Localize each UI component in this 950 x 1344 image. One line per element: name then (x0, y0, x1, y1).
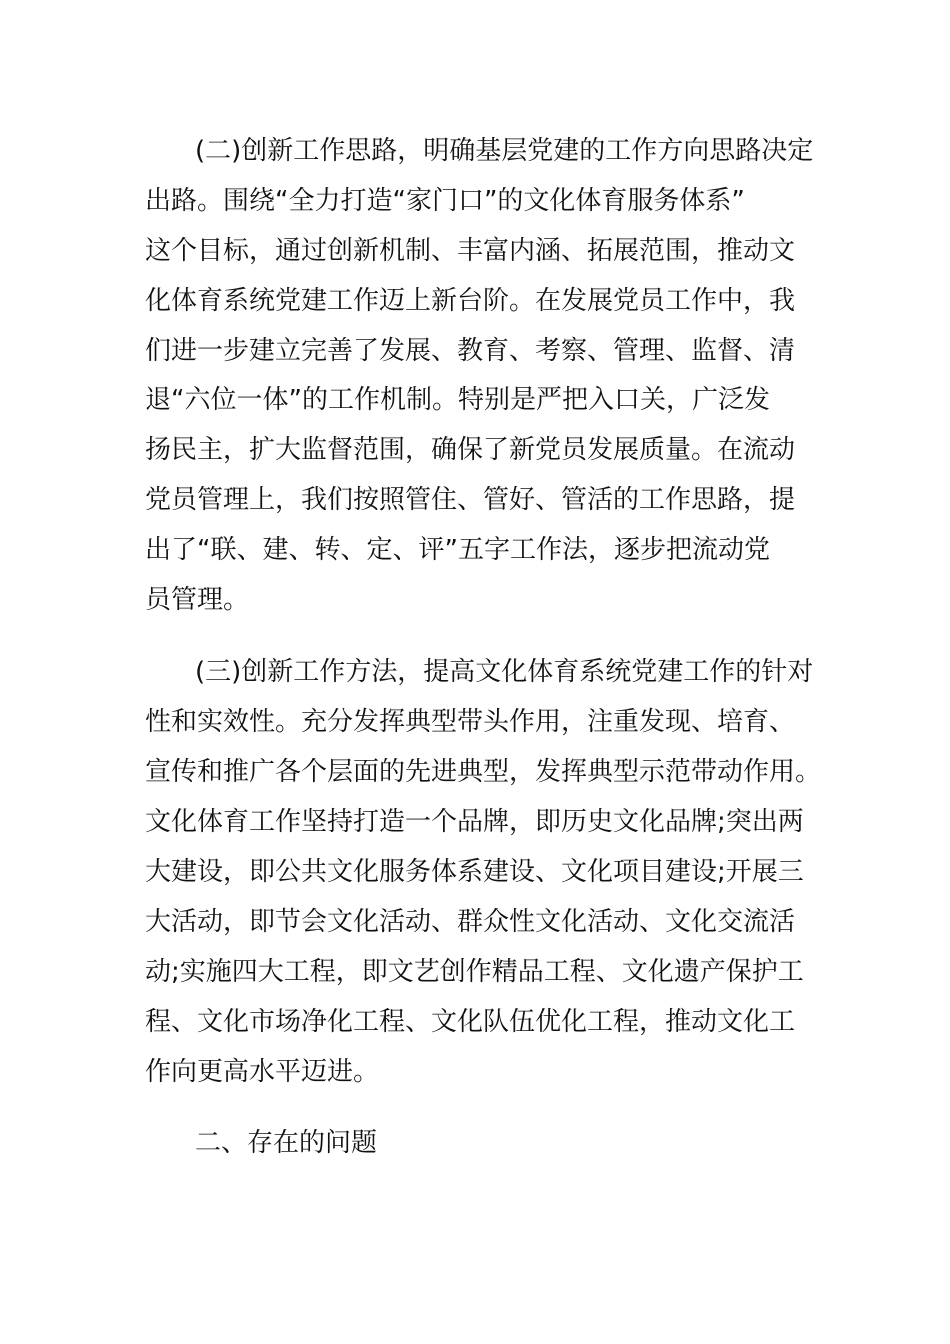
paragraph-2-line-1: (三)创新工作方法，提高文化体育系统党建工作的针对 (195, 657, 814, 687)
paragraph-1-line-9: 出了“联、建、转、定、评”五字工作法，逐步把流动党 (145, 535, 770, 565)
paragraph-1-line-1: (二)创新工作思路，明确基层党建的工作方向思路决定 (195, 136, 814, 166)
paragraph-1-line-4: 化体育系统党建工作迈上新台阶。在发展党员工作中，我 (145, 286, 796, 316)
paragraph-2-line-8: 程、文化市场净化工程、文化队伍优化工程，推动文化工 (145, 1007, 796, 1037)
section-heading: 二、存在的问题 (195, 1128, 378, 1158)
paragraph-2-line-6: 大活动，即节会文化活动、群众性文化活动、文化交流活 (145, 907, 796, 937)
paragraph-1-line-5: 们进一步建立完善了发展、教育、考察、管理、监督、清 (145, 336, 796, 366)
paragraph-1-line-3: 这个目标，通过创新机制、丰富内涵、拓展范围，推动文 (145, 236, 796, 266)
paragraph-1-line-10: 员管理。 (145, 585, 250, 615)
paragraph-2-line-9: 作向更高水平迈进。 (145, 1057, 380, 1087)
paragraph-2-line-3: 宣传和推广各个层面的先进典型，发挥典型示范带动作用。 (145, 757, 822, 787)
paragraph-1-line-7: 扬民主，扩大监督范围，确保了新党员发展质量。在流动 (145, 435, 796, 465)
paragraph-2-line-5: 大建设，即公共文化服务体系建设、文化项目建设;开展三 (145, 857, 804, 887)
paragraph-1-line-6: 退“六位一体”的工作机制。特别是严把入口关，广泛发 (145, 385, 770, 415)
paragraph-1-line-2: 出路。围绕“全力打造“家门口”的文化体育服务体系” (145, 186, 745, 216)
paragraph-2-line-2: 性和实效性。充分发挥典型带头作用，注重发现、培育、 (145, 707, 796, 737)
paragraph-2-line-7: 动;实施四大工程，即文艺创作精品工程、文化遗产保护工 (145, 957, 804, 987)
paragraph-2-line-4: 文化体育工作坚持打造一个品牌，即历史文化品牌;突出两 (145, 807, 804, 837)
paragraph-1-line-8: 党员管理上，我们按照管住、管好、管活的工作思路，提 (145, 485, 796, 515)
